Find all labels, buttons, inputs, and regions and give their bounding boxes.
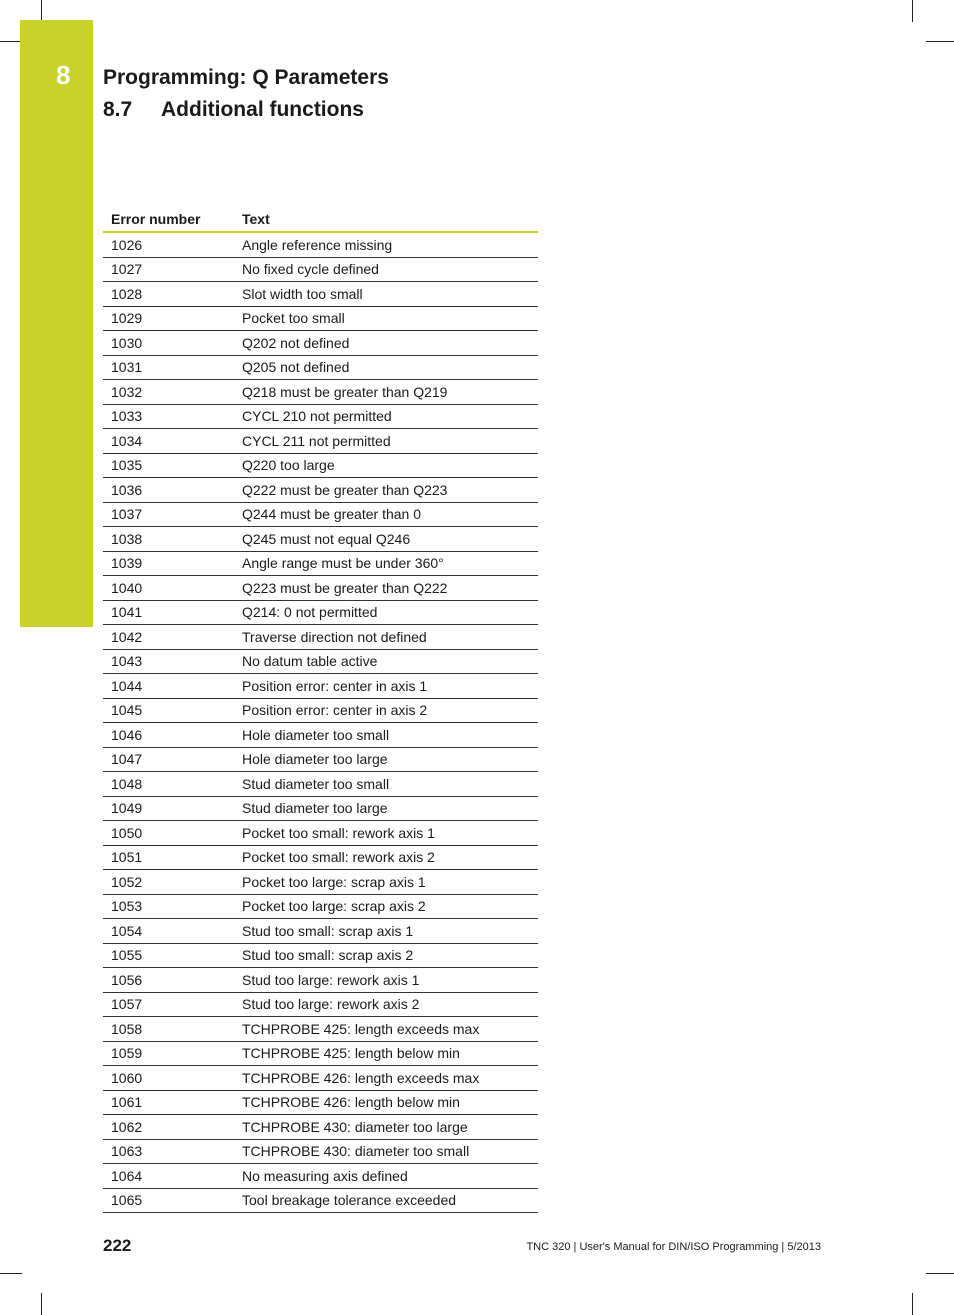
error-text-cell: Q223 must be greater than Q222 [234, 576, 538, 601]
error-text-cell: Stud too small: scrap axis 2 [234, 943, 538, 968]
table-row [103, 232, 538, 257]
table-row [103, 870, 538, 895]
error-text-cell: Tool breakage tolerance exceeded [234, 1188, 538, 1213]
error-text-cell: Pocket too large: scrap axis 2 [234, 894, 538, 919]
table-row [103, 943, 538, 968]
error-text-cell: Q245 must not equal Q246 [234, 527, 538, 552]
error-text-cell: Q202 not defined [234, 331, 538, 356]
error-table [103, 207, 538, 1213]
table-row [103, 992, 538, 1017]
error-text-cell: Angle reference missing [234, 232, 538, 257]
error-text-cell: Q222 must be greater than Q223 [234, 478, 538, 503]
table-row [103, 625, 538, 650]
error-text-cell: No datum table active [234, 649, 538, 674]
error-text-cell: TCHPROBE 426: length below min [234, 1090, 538, 1115]
error-number-cell: 1060 [103, 1066, 234, 1091]
table-row [103, 919, 538, 944]
error-number-cell: 1052 [103, 870, 234, 895]
table-row [103, 649, 538, 674]
error-number-cell: 1029 [103, 306, 234, 331]
table-row [103, 429, 538, 454]
error-number-cell: 1058 [103, 1017, 234, 1042]
error-text-cell: TCHPROBE 426: length exceeds max [234, 1066, 538, 1091]
error-text-cell: Position error: center in axis 2 [234, 698, 538, 723]
table-row [103, 282, 538, 307]
error-text-cell: No measuring axis defined [234, 1164, 538, 1189]
table-header-row [103, 207, 538, 232]
error-number-cell: 1038 [103, 527, 234, 552]
table-row [103, 698, 538, 723]
table-row [103, 1090, 538, 1115]
table-row [103, 478, 538, 503]
column-header-error-number: Error number [103, 207, 234, 232]
error-number-cell: 1050 [103, 821, 234, 846]
table-body [103, 232, 538, 1213]
error-number-cell: 1040 [103, 576, 234, 601]
error-number-cell: 1042 [103, 625, 234, 650]
table-row [103, 404, 538, 429]
column-header-text: Text [234, 207, 538, 232]
crop-mark [0, 41, 22, 42]
error-number-cell: 1037 [103, 502, 234, 527]
table-row [103, 1115, 538, 1140]
error-text-cell: Stud diameter too small [234, 772, 538, 797]
error-number-cell: 1057 [103, 992, 234, 1017]
error-text-cell: Pocket too small [234, 306, 538, 331]
error-text-cell: Traverse direction not defined [234, 625, 538, 650]
error-number-cell: 1061 [103, 1090, 234, 1115]
error-text-cell: TCHPROBE 425: length below min [234, 1041, 538, 1066]
error-number-cell: 1034 [103, 429, 234, 454]
crop-mark [41, 1293, 42, 1315]
error-text-cell: TCHPROBE 430: diameter too large [234, 1115, 538, 1140]
error-number-cell: 1051 [103, 845, 234, 870]
error-number-cell: 1031 [103, 355, 234, 380]
error-text-cell: Pocket too small: rework axis 2 [234, 845, 538, 870]
error-number-cell: 1036 [103, 478, 234, 503]
footer-text: TNC 320 | User's Manual for DIN/ISO Programming | 5/2013 [526, 1241, 821, 1253]
error-text-cell: No fixed cycle defined [234, 257, 538, 282]
table-row [103, 1066, 538, 1091]
section-number: 8.7 [103, 98, 133, 121]
table-row [103, 821, 538, 846]
error-text-cell: Stud too large: rework axis 2 [234, 992, 538, 1017]
table-row [103, 1188, 538, 1213]
error-number-cell: 1041 [103, 600, 234, 625]
error-text-cell: Stud diameter too large [234, 796, 538, 821]
table-row [103, 502, 538, 527]
crop-mark [926, 41, 954, 42]
table-row [103, 894, 538, 919]
page-number: 222 [103, 1236, 132, 1255]
table-row [103, 1017, 538, 1042]
error-number-cell: 1035 [103, 453, 234, 478]
table-row [103, 723, 538, 748]
section-heading [103, 98, 364, 122]
error-number-cell: 1059 [103, 1041, 234, 1066]
chapter-title: Programming: Q Parameters [103, 66, 389, 89]
table-row [103, 576, 538, 601]
error-number-cell: 1045 [103, 698, 234, 723]
error-text-cell: CYCL 211 not permitted [234, 429, 538, 454]
crop-mark [912, 0, 913, 22]
error-number-cell: 1053 [103, 894, 234, 919]
error-number-cell: 1033 [103, 404, 234, 429]
error-number-cell: 1044 [103, 674, 234, 699]
error-text-cell: Stud too large: rework axis 1 [234, 968, 538, 993]
table-row [103, 551, 538, 576]
error-number-cell: 1047 [103, 747, 234, 772]
error-text-cell: Stud too small: scrap axis 1 [234, 919, 538, 944]
error-text-cell: Q218 must be greater than Q219 [234, 380, 538, 405]
table-row [103, 845, 538, 870]
table-row [103, 1041, 538, 1066]
error-number-cell: 1049 [103, 796, 234, 821]
table-row [103, 747, 538, 772]
table-row [103, 527, 538, 552]
error-number-cell: 1056 [103, 968, 234, 993]
error-number-cell: 1028 [103, 282, 234, 307]
crop-mark [926, 1273, 954, 1274]
table-row [103, 331, 538, 356]
error-number-cell: 1048 [103, 772, 234, 797]
table-row [103, 257, 538, 282]
table-row [103, 306, 538, 331]
error-text-cell: Angle range must be under 360° [234, 551, 538, 576]
error-text-cell: Hole diameter too large [234, 747, 538, 772]
error-number-cell: 1032 [103, 380, 234, 405]
error-text-cell: Slot width too small [234, 282, 538, 307]
error-text-cell: Q214: 0 not permitted [234, 600, 538, 625]
table-row [103, 772, 538, 797]
table-row [103, 355, 538, 380]
crop-mark [0, 1273, 22, 1274]
table-row [103, 674, 538, 699]
error-number-cell: 1062 [103, 1115, 234, 1140]
error-number-cell: 1026 [103, 232, 234, 257]
error-number-cell: 1064 [103, 1164, 234, 1189]
error-number-cell: 1065 [103, 1188, 234, 1213]
error-number-cell: 1043 [103, 649, 234, 674]
error-number-cell: 1054 [103, 919, 234, 944]
error-number-cell: 1030 [103, 331, 234, 356]
table-row [103, 1139, 538, 1164]
table-row [103, 380, 538, 405]
error-number-cell: 1055 [103, 943, 234, 968]
error-text-cell: TCHPROBE 430: diameter too small [234, 1139, 538, 1164]
error-text-cell: Pocket too large: scrap axis 1 [234, 870, 538, 895]
table-row [103, 1164, 538, 1189]
error-text-cell: Q205 not defined [234, 355, 538, 380]
table-row [103, 796, 538, 821]
crop-mark [41, 0, 42, 22]
error-text-cell: Q220 too large [234, 453, 538, 478]
section-title: Additional functions [161, 98, 364, 121]
table-row [103, 453, 538, 478]
error-number-cell: 1063 [103, 1139, 234, 1164]
error-number-cell: 1027 [103, 257, 234, 282]
chapter-number: 8 [56, 60, 71, 90]
crop-mark [912, 1293, 913, 1315]
error-number-cell: 1039 [103, 551, 234, 576]
error-text-cell: Position error: center in axis 1 [234, 674, 538, 699]
table-row [103, 600, 538, 625]
error-text-cell: Pocket too small: rework axis 1 [234, 821, 538, 846]
error-text-cell: Hole diameter too small [234, 723, 538, 748]
error-text-cell: CYCL 210 not permitted [234, 404, 538, 429]
error-text-cell: Q244 must be greater than 0 [234, 502, 538, 527]
chapter-tab-bar [20, 20, 93, 627]
table-row [103, 968, 538, 993]
error-text-cell: TCHPROBE 425: length exceeds max [234, 1017, 538, 1042]
error-number-cell: 1046 [103, 723, 234, 748]
